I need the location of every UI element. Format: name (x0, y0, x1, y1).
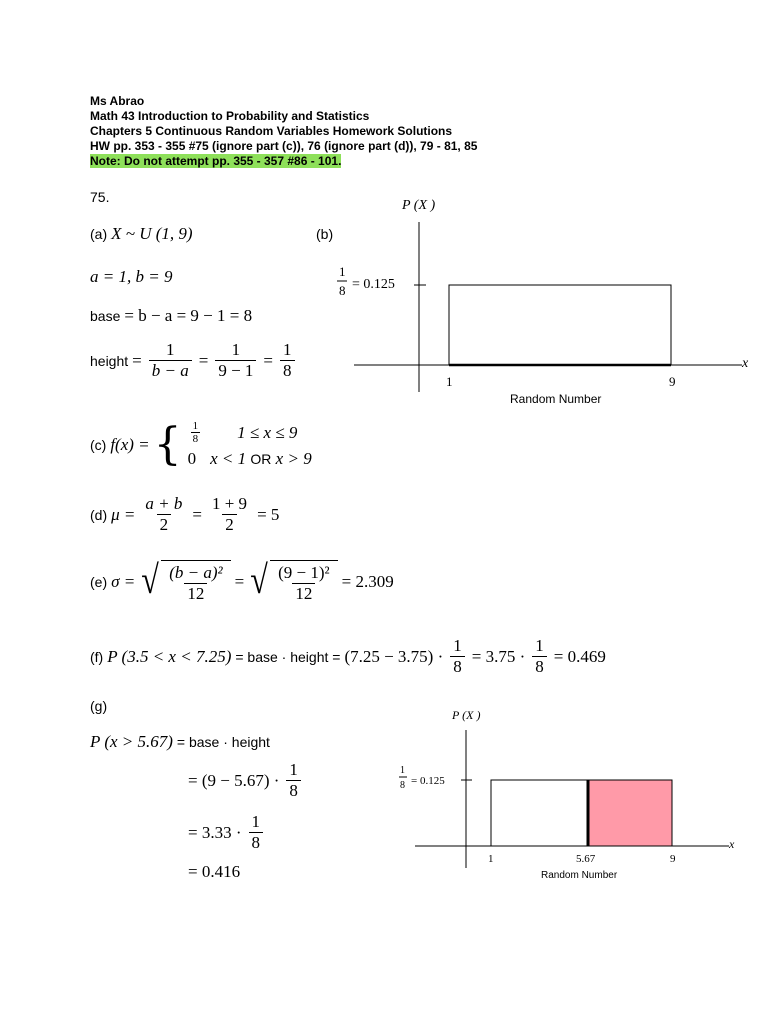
part-c-label: (c) (90, 436, 107, 453)
height-fraction-1 (149, 340, 192, 381)
sqrt-2 (248, 557, 337, 604)
part-f-probability (90, 636, 606, 677)
numerator: a + b (145, 494, 183, 513)
numerator: 1 (283, 340, 292, 359)
part-g-base-height: = base · height (176, 734, 270, 750)
sqrt-icon: √ (250, 557, 268, 602)
case2-cond-1: x < 1 (210, 449, 247, 468)
case1-fraction (191, 420, 201, 445)
left-brace-icon: { (153, 418, 182, 470)
part-f-step: = 3.75 · (471, 646, 526, 666)
highlighted-note: Note: Do not attempt pp. 355 - 357 #86 - 101. (90, 154, 342, 168)
stddev-fraction-1 (166, 563, 225, 604)
x-axis-title: Random Number (541, 870, 618, 881)
denominator: 12 (184, 583, 207, 604)
numerator: 1 (231, 340, 241, 359)
part-a-base (90, 306, 252, 326)
numerator: 1 (192, 420, 199, 432)
part-g-line-2 (188, 760, 304, 801)
x-tick-9: 9 (670, 853, 676, 865)
denominator: 2 (157, 514, 172, 535)
mean-fraction-2 (209, 494, 250, 535)
numerator: 1 (165, 340, 175, 359)
y-axis-label: P (X ) (452, 708, 481, 722)
x-tick-9: 9 (669, 374, 676, 389)
numerator: (9 − 1)² (278, 563, 330, 582)
y-axis-label: P (X ) (402, 198, 436, 213)
part-b-label: (b) (316, 226, 334, 242)
base-label: base (90, 308, 121, 324)
denominator: 2 (222, 514, 237, 535)
homework-assignment: HW pp. 353 - 355 #75 (ignore part (c)), 76 (ignore part (d)), 79 - 81, 85 (90, 139, 478, 153)
part-g-result: = 0.416 (188, 862, 241, 881)
part-g-line-3 (188, 812, 266, 853)
part-f-expression: (7.25 − 3.75) · (344, 646, 444, 666)
stddev-result: = 2.309 (341, 572, 394, 591)
part-a-height: height = $\frac{1}{b - a}$ = $\frac{1}{9 - 1}$ = $\frac{1}{8}$ (90, 340, 298, 381)
denominator: 8 (192, 433, 199, 445)
denominator: 12 (292, 583, 315, 604)
stddev-fraction-2 (275, 563, 333, 604)
density-rectangle (449, 285, 671, 365)
part-g-fraction-1 (286, 760, 301, 801)
part-a-dist: X ~ U (1, 9) (111, 224, 193, 243)
height-fraction-3 (280, 340, 295, 381)
course-title: Math 43 Introduction to Probability and Statistics (90, 109, 370, 123)
denominator: 8 (286, 780, 301, 801)
x-tick-1: 1 (446, 374, 453, 389)
part-f-fraction-2 (532, 636, 547, 677)
part-f-fraction-1 (450, 636, 465, 677)
numerator: 1 (453, 636, 462, 655)
denominator: 9 − 1 (215, 360, 256, 381)
denominator: 8 (249, 832, 264, 853)
part-d-label: (d) (90, 506, 108, 523)
case1-condition: 1 ≤ x ≤ 9 (237, 422, 298, 442)
height-fraction-2 (215, 340, 256, 381)
part-f-result: = 0.469 (553, 646, 606, 666)
denominator: 8 (450, 656, 465, 677)
author-name: Ms Abrao (90, 94, 145, 108)
sqrt-1 (139, 557, 230, 604)
x-tick-5-67: 5.67 (576, 853, 596, 865)
part-g-prob: P (x > 5.67) (90, 732, 173, 751)
x-axis-title: Random Number (510, 392, 602, 406)
problem-number: 75. (90, 189, 110, 205)
denominator: 8 (280, 360, 295, 381)
y-tick-value: = 0.125 (352, 277, 395, 292)
numerator: 1 (535, 636, 544, 655)
base-expression: = b − a = 9 − 1 = 8 (124, 306, 253, 325)
numerator: (b − a)² (169, 563, 223, 582)
shaded-probability-region (588, 780, 672, 846)
denominator: b − a (149, 360, 192, 381)
y-tick-numerator: 1 (339, 264, 346, 279)
mu-symbol: μ = (111, 504, 136, 524)
chapter-title: Chapters 5 Continuous Random Variables Homework Solutions (90, 124, 453, 138)
part-e-stddev: (e) σ = √ $\frac{\text{(b − a)²}}{12}$ = √ $\frac{\text{(9 − 1)²}}{12}$ = 2.309 (90, 557, 394, 603)
denominator: 8 (532, 656, 547, 677)
part-f-prob: P (3.5 < x < 7.25) (107, 646, 232, 666)
uniform-distribution-graph-b (330, 190, 760, 420)
x-tick-1: 1 (488, 853, 494, 865)
part-a-distribution (90, 224, 193, 244)
equals-sign: = (132, 350, 142, 370)
y-tick-numerator: 1 (400, 765, 405, 776)
height-label: height (90, 352, 129, 369)
sqrt-icon: √ (141, 557, 159, 602)
part-g-fraction-2 (249, 812, 264, 853)
mean-fraction-1 (142, 494, 185, 535)
part-g-line-1 (90, 732, 270, 752)
case2-cond-2: x > 9 (275, 449, 312, 468)
y-tick-value: = 0.125 (411, 775, 445, 787)
part-c-pdf (90, 420, 312, 469)
part-a-params: a = 1, b = 9 (90, 267, 173, 286)
part-g-step-3: = 3.33 · (188, 822, 242, 842)
case2-value: 0 (187, 449, 197, 468)
case2-or: OR (250, 451, 272, 467)
y-tick-denominator: 8 (400, 780, 405, 791)
y-tick-denominator: 8 (339, 283, 346, 298)
part-d-mean: (d) μ = $\frac{a + b}{2}$ = $\frac{1 + 9}{2}$ = 5 (90, 494, 280, 534)
part-f-label: (f) (90, 648, 104, 665)
numerator: 1 + 9 (211, 494, 248, 513)
part-g-step-2: = (9 − 5.67) · (188, 770, 280, 790)
part-a-label: (a) (90, 226, 108, 242)
x-axis-label: x (742, 356, 749, 371)
part-e-label: (e) (90, 574, 108, 590)
pdf-lhs: f(x) = (110, 434, 150, 454)
part-g-label: (g) (90, 698, 108, 714)
numerator: 1 (251, 812, 260, 831)
sigma-symbol: σ = (111, 572, 136, 591)
x-axis-label: x (729, 837, 735, 851)
uniform-distribution-graph-g (395, 700, 745, 890)
part-f-base-height: = base · height = (235, 648, 341, 665)
numerator: 1 (289, 760, 298, 779)
mean-result: = 5 (257, 504, 280, 524)
